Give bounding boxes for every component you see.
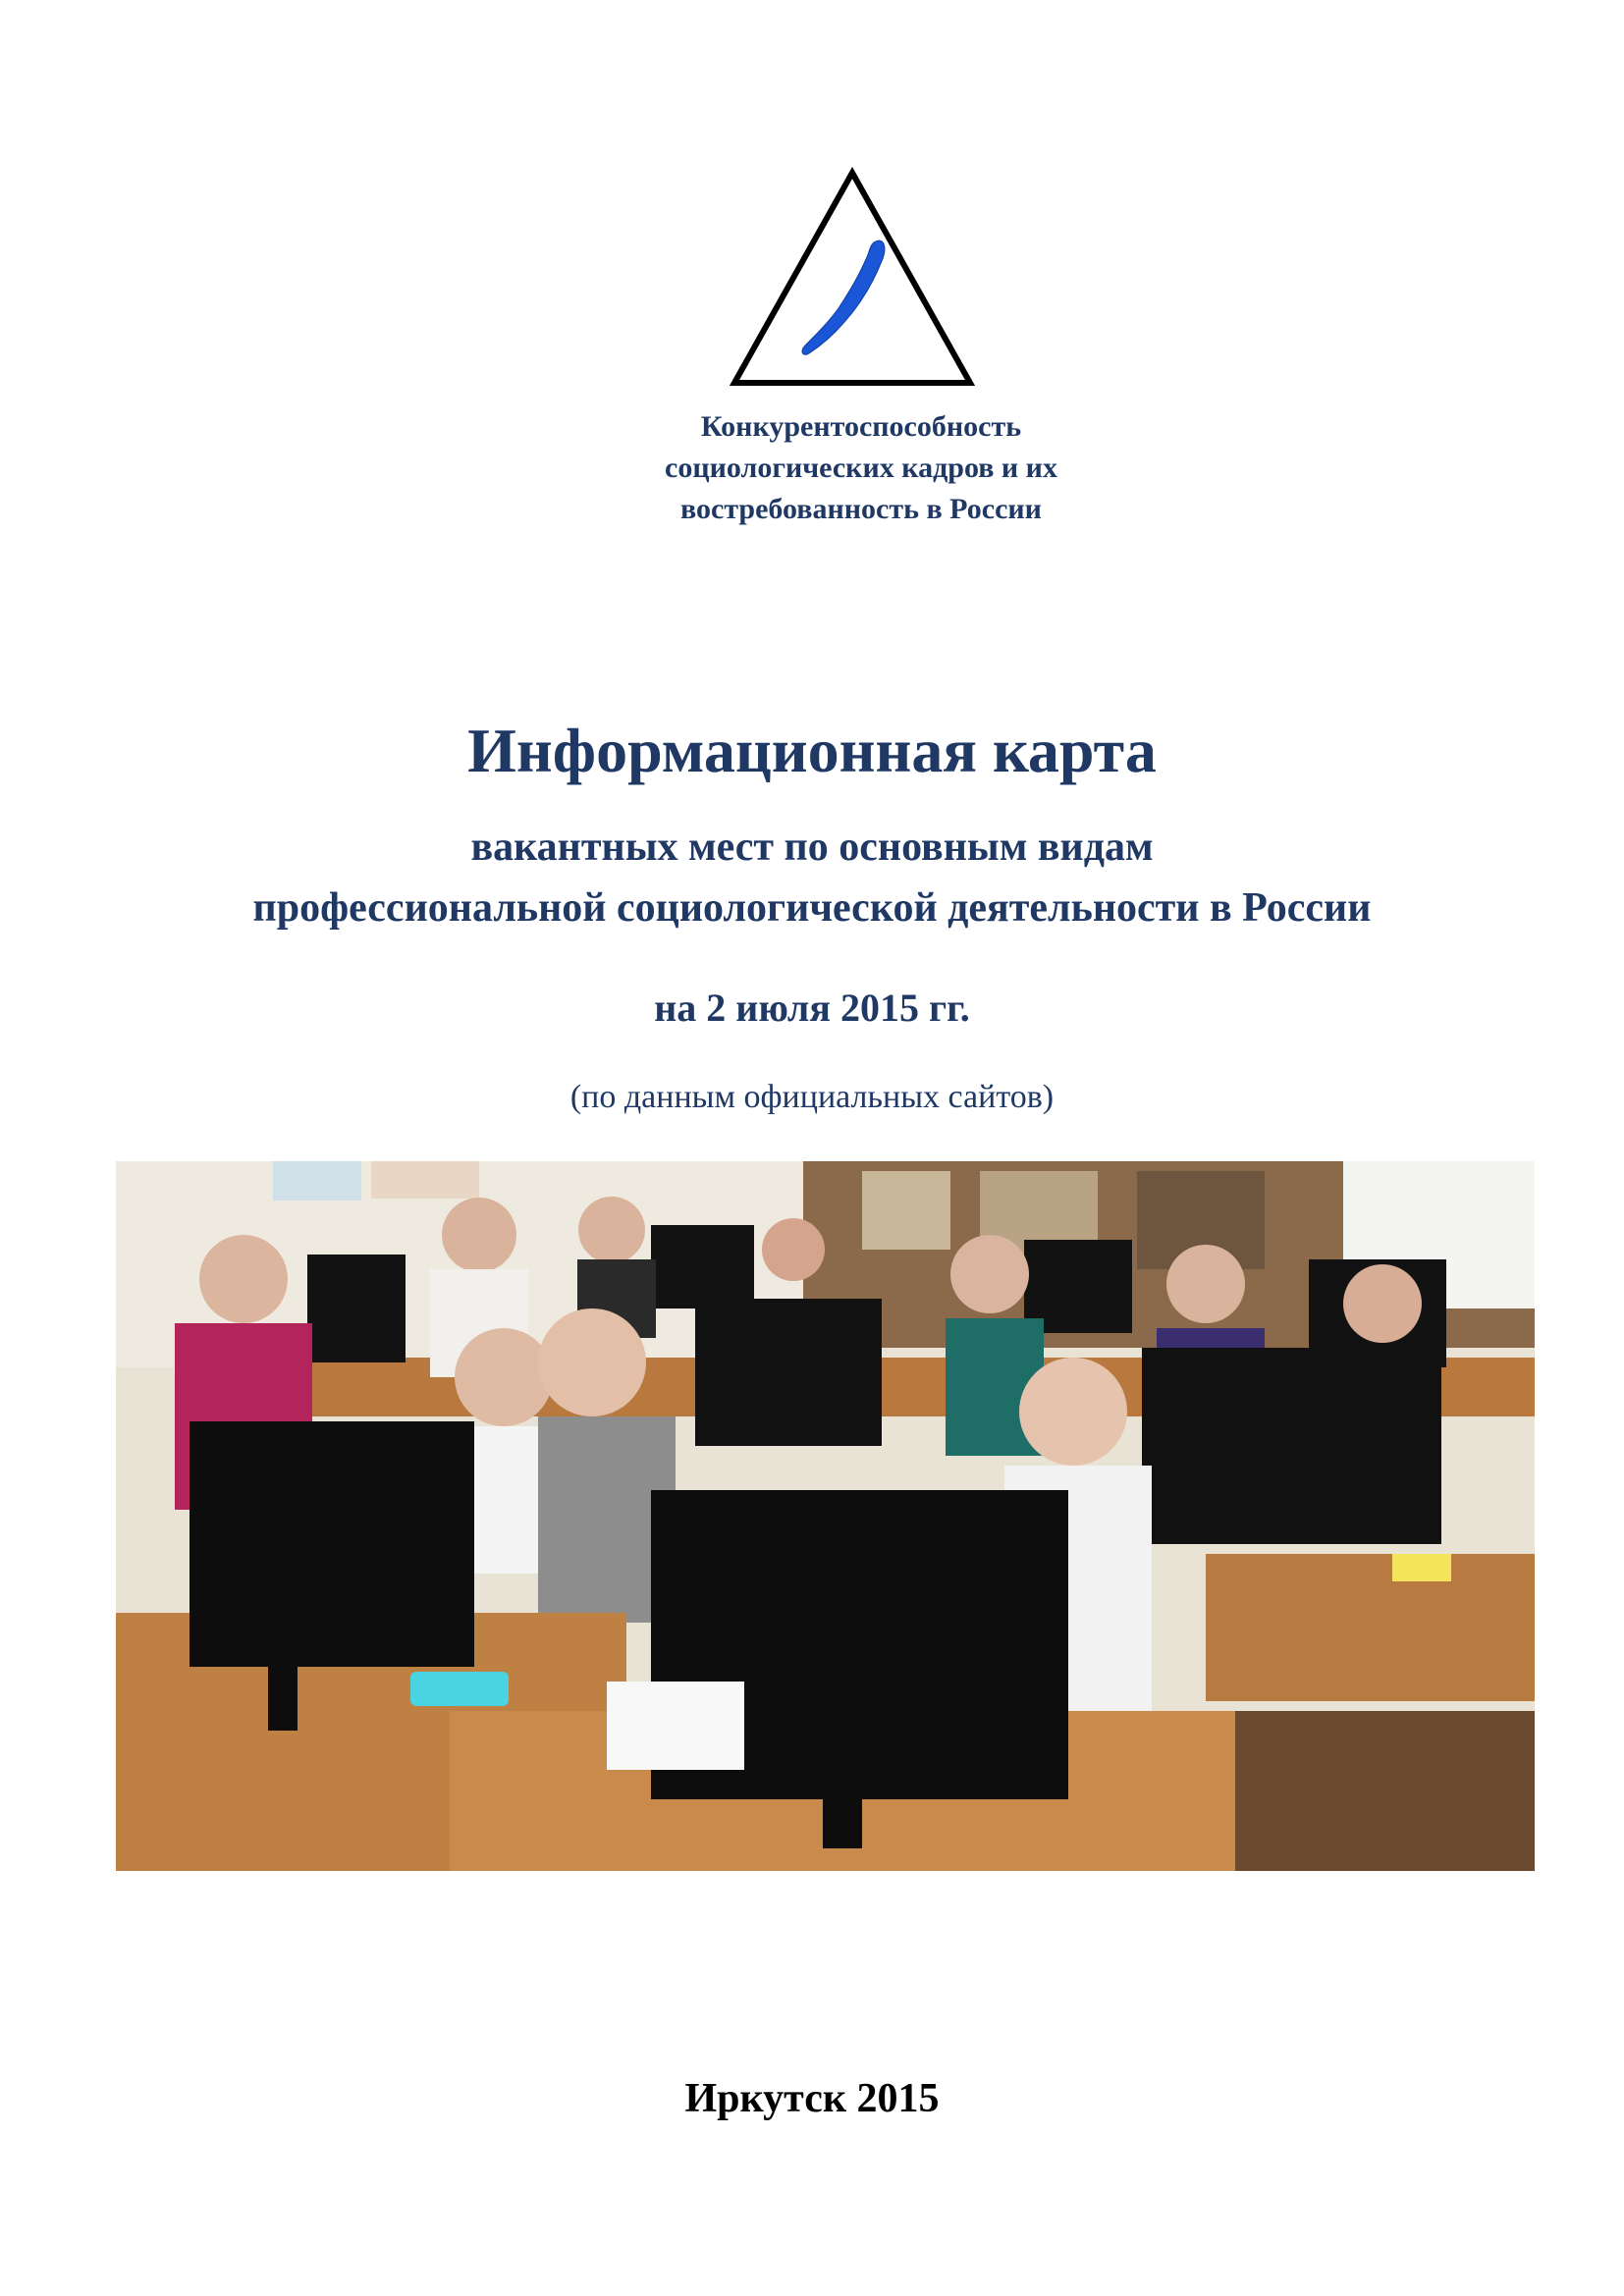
org-name-line-3: востребованность в России	[680, 493, 1042, 525]
triangle-lake-baikal-icon	[727, 165, 978, 391]
report-date: на 2 июля 2015 гг.	[654, 986, 970, 1030]
document-subtitle	[125, 817, 1499, 938]
source-note: (по данным официальных сайтов)	[569, 1079, 1055, 1115]
subtitle-line-2: профессиональной социологической деятельности в России	[252, 885, 1372, 931]
document-title: Информационная карта	[467, 716, 1157, 785]
organization-name	[517, 406, 1205, 530]
org-name-line-1: Конкурентоспособность	[700, 410, 1022, 443]
classroom-students-computers-photo	[116, 1161, 1535, 1871]
org-name-line-2: социологических кадров и их	[665, 452, 1057, 484]
city-year-footer: Иркутск 2015	[684, 2076, 940, 2121]
subtitle-line-1: вакантных мест по основным видам	[470, 825, 1154, 870]
